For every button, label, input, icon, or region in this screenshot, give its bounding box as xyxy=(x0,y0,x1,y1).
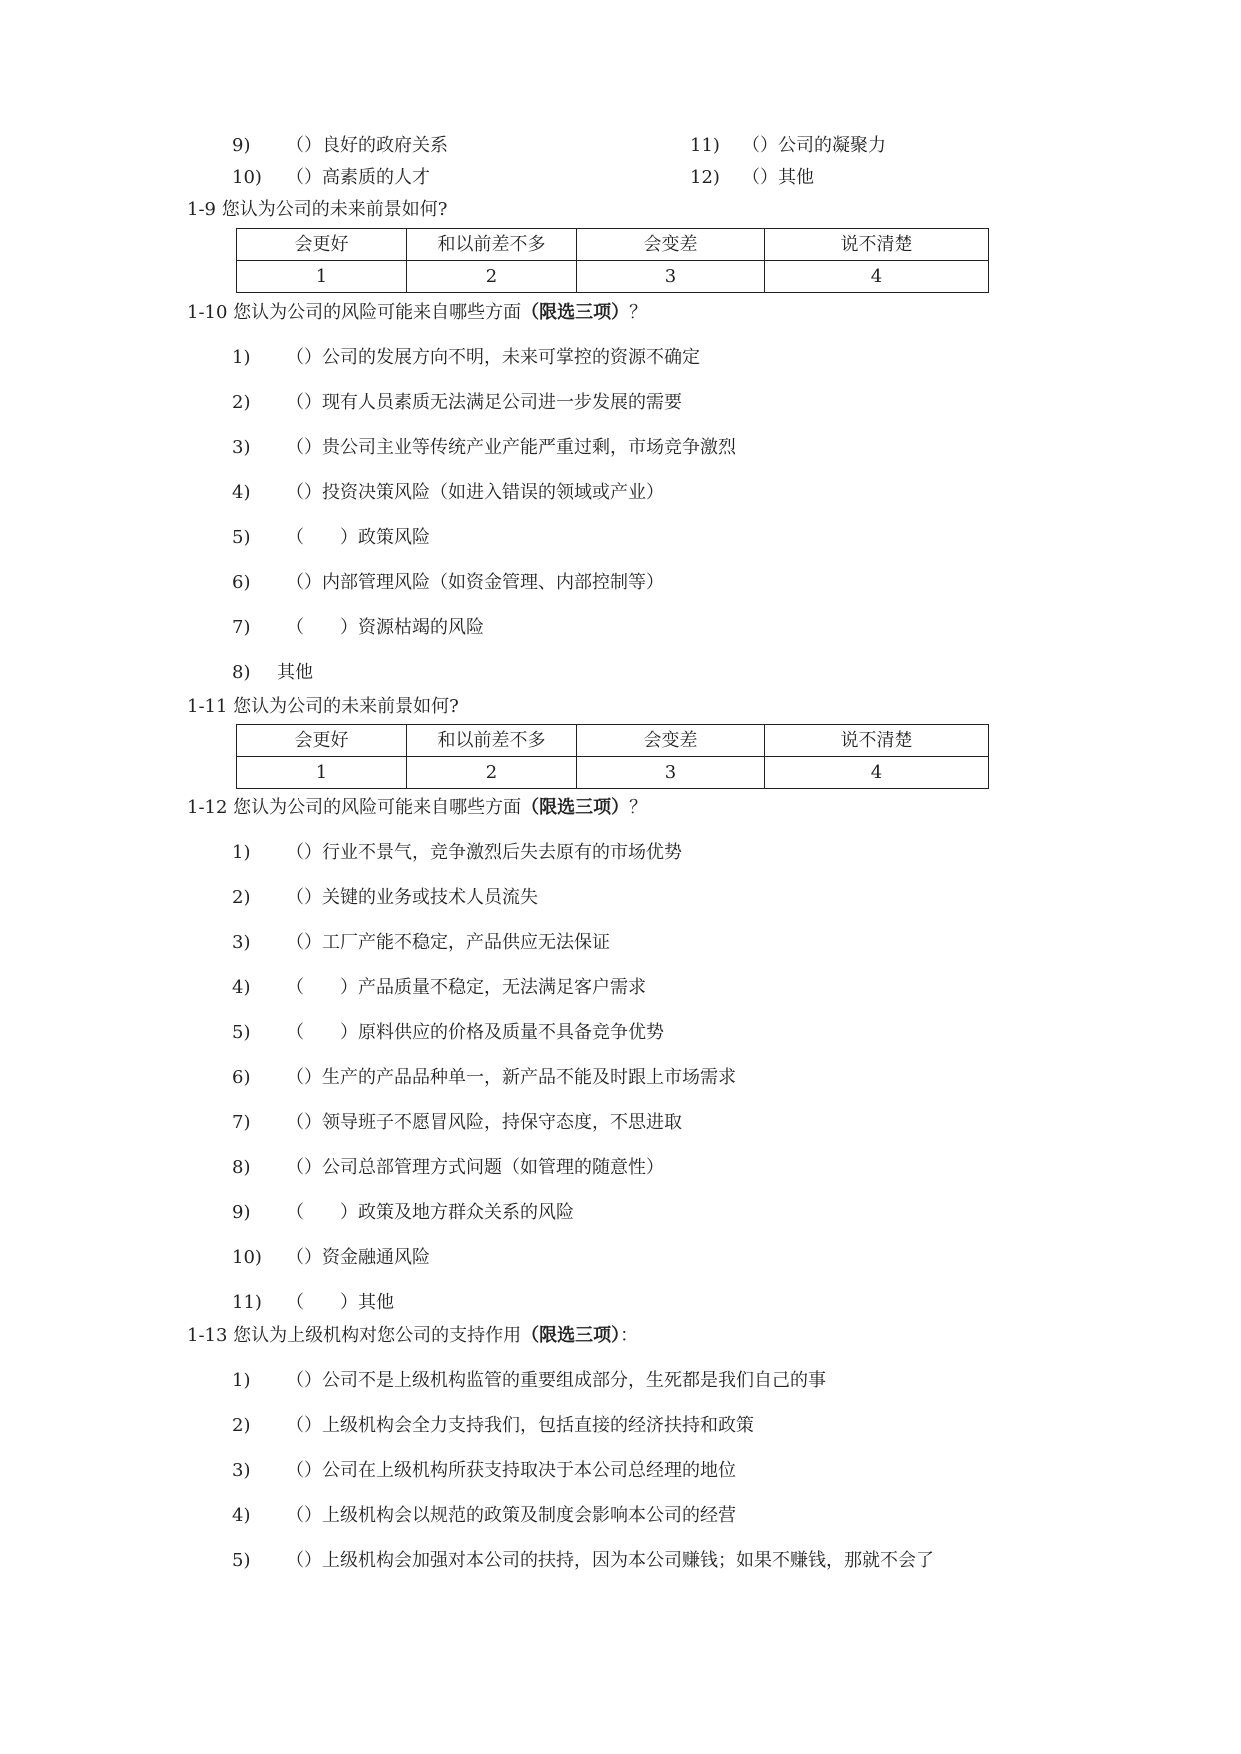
title-emphasis: （限选三项） xyxy=(521,302,630,323)
option-text: （）公司总部管理方式问题（如管理的随意性） xyxy=(286,1157,664,1178)
option-text: （ ）产品质量不稳定，无法满足客户需求 xyxy=(286,977,646,998)
table-header-cell: 会变差 xyxy=(577,725,765,757)
option-text: （）其他 xyxy=(742,167,814,188)
option-number: 1) xyxy=(232,347,251,368)
question-title-1-11: 1-11 您认为公司的未来前景如何? xyxy=(187,696,459,717)
table-value-cell: 2 xyxy=(407,261,577,293)
option-number: 7) xyxy=(232,1112,251,1133)
table-value-cell: 1 xyxy=(237,261,407,293)
option-number: 10) xyxy=(232,1247,262,1268)
option-text: （）现有人员素质无法满足公司进一步发展的需要 xyxy=(286,392,682,413)
title-text: 1-10 您认为公司的风险可能来自哪些方面 xyxy=(187,302,522,323)
option-text: （）公司的发展方向不明，未来可掌控的资源不确定 xyxy=(286,347,700,368)
option-text: （）领导班子不愿冒风险，持保守态度，不思进取 xyxy=(286,1112,682,1133)
option-text: （）公司不是上级机构监管的重要组成部分，生死都是我们自己的事 xyxy=(286,1370,826,1391)
rating-table-1-11 xyxy=(236,724,989,789)
option-text: （）工厂产能不稳定，产品供应无法保证 xyxy=(286,932,610,953)
option-text: （ ）政策风险 xyxy=(286,527,430,548)
option-text: （）上级机构会加强对本公司的扶持，因为本公司赚钱；如果不赚钱，那就不会了 xyxy=(286,1550,934,1571)
option-number: 1) xyxy=(232,1370,251,1391)
option-text: （）良好的政府关系 xyxy=(286,135,448,156)
option-number: 10) xyxy=(232,167,262,188)
table-value-cell: 3 xyxy=(577,757,765,789)
option-text: （）公司在上级机构所获支持取决于本公司总经理的地位 xyxy=(286,1460,736,1481)
option-number: 8) xyxy=(232,662,251,683)
table-value-cell: 3 xyxy=(577,261,765,293)
option-number: 9) xyxy=(232,1202,251,1223)
table-value-cell: 4 xyxy=(765,757,989,789)
option-number: 8) xyxy=(232,1157,251,1178)
option-text: 其他 xyxy=(277,662,313,683)
option-text: （）上级机构会以规范的政策及制度会影响本公司的经营 xyxy=(286,1505,736,1526)
option-number: 11) xyxy=(690,135,720,156)
option-number: 3) xyxy=(232,1460,251,1481)
title-punct: ？ xyxy=(629,797,648,818)
option-number: 3) xyxy=(232,932,251,953)
option-number: 7) xyxy=(232,617,251,638)
option-text: （）公司的凝聚力 xyxy=(742,135,886,156)
option-text: （）上级机构会全力支持我们，包括直接的经济扶持和政策 xyxy=(286,1415,754,1436)
option-number: 4) xyxy=(232,1505,251,1526)
table-header-cell: 会变差 xyxy=(577,229,765,261)
option-text: （ ）政策及地方群众关系的风险 xyxy=(286,1202,574,1223)
option-number: 4) xyxy=(232,977,251,998)
table-header-cell: 和以前差不多 xyxy=(407,229,577,261)
option-text: （）内部管理风险（如资金管理、内部控制等） xyxy=(286,572,664,593)
option-text: （）贵公司主业等传统产业产能严重过剩，市场竞争激烈 xyxy=(286,437,736,458)
question-title-1-10 xyxy=(187,302,647,324)
option-number: 2) xyxy=(232,887,251,908)
question-title-1-9: 1-9 您认为公司的未来前景如何? xyxy=(187,199,448,220)
option-text: （）关键的业务或技术人员流失 xyxy=(286,887,538,908)
option-text: （）资金融通风险 xyxy=(286,1247,430,1268)
title-emphasis: （限选三项） xyxy=(521,797,630,818)
option-text: （ ）资源枯竭的风险 xyxy=(286,617,484,638)
option-number: 5) xyxy=(232,527,251,548)
table-header-cell: 说不清楚 xyxy=(765,229,989,261)
table-header-cell: 会更好 xyxy=(237,229,407,261)
option-number: 2) xyxy=(232,392,251,413)
option-number: 11) xyxy=(232,1292,262,1313)
title-punct: ： xyxy=(620,1325,639,1346)
option-number: 5) xyxy=(232,1550,251,1571)
option-number: 6) xyxy=(232,572,251,593)
table-value-cell: 1 xyxy=(237,757,407,789)
table-header-cell: 和以前差不多 xyxy=(407,725,577,757)
table-value-cell: 4 xyxy=(765,261,989,293)
option-number: 1) xyxy=(232,842,251,863)
title-emphasis: （限选三项） xyxy=(521,1325,621,1346)
option-text: （）高素质的人才 xyxy=(286,167,430,188)
option-text: （）行业不景气，竞争激烈后失去原有的市场优势 xyxy=(286,842,682,863)
option-text: （）投资决策风险（如进入错误的领域或产业） xyxy=(286,482,664,503)
title-punct: ？ xyxy=(629,302,648,323)
option-text: （）生产的产品品种单一，新产品不能及时跟上市场需求 xyxy=(286,1067,736,1088)
title-text: 1-13 您认为上级机构对您公司的支持作用 xyxy=(187,1325,522,1346)
option-number: 4) xyxy=(232,482,251,503)
option-number: 12) xyxy=(690,167,720,188)
table-header-cell: 说不清楚 xyxy=(765,725,989,757)
option-number: 3) xyxy=(232,437,251,458)
rating-table-1-9 xyxy=(236,228,989,293)
table-header-cell: 会更好 xyxy=(237,725,407,757)
option-number: 2) xyxy=(232,1415,251,1436)
question-title-1-12 xyxy=(187,797,647,819)
title-text: 1-12 您认为公司的风险可能来自哪些方面 xyxy=(187,797,522,818)
option-number: 6) xyxy=(232,1067,251,1088)
option-text: （ ）其他 xyxy=(286,1292,394,1313)
option-number: 9) xyxy=(232,135,251,156)
option-text: （ ）原料供应的价格及质量不具备竞争优势 xyxy=(286,1022,664,1043)
question-title-1-13 xyxy=(187,1325,638,1347)
table-value-cell: 2 xyxy=(407,757,577,789)
option-number: 5) xyxy=(232,1022,251,1043)
